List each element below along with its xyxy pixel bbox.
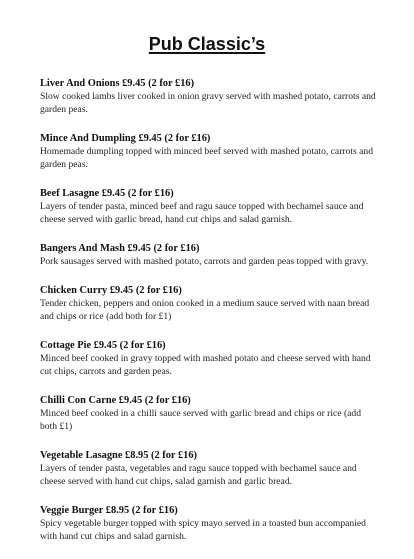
menu-item [40, 187, 378, 226]
menu-item-name: Vegetable Lasagne £8.95 (2 for £16) [40, 450, 197, 461]
menu-item [40, 504, 378, 543]
menu-item-name: Mince And Dumpling £9.45 (2 for £16) [40, 133, 211, 144]
menu-item-name: Chicken Curry £9.45 (2 for £16) [40, 285, 182, 296]
menu-item-name: Veggie Burger £8.95 (2 for £16) [40, 505, 178, 516]
menu-item [40, 339, 378, 378]
menu-item [40, 394, 378, 433]
menu-item-description: Layers of tender pasta, minced beef and ragu sauce topped with bechamel sauce and cheese served with garlic bread, hand cut chips and salad garnish. [40, 201, 364, 225]
menu-item-name: Liver And Onions £9.45 (2 for £16) [40, 78, 195, 89]
menu-item-description: Minced beef cooked in a chilli sauce served with garlic bread and chips or rice (add both £1) [40, 408, 361, 432]
menu-item [40, 242, 378, 268]
menu-item [40, 284, 378, 323]
menu-list [40, 77, 378, 559]
menu-item [40, 77, 378, 116]
menu-item-description: Layers of tender pasta, vegetables and ragu sauce topped with bechamel sauce and cheese served with hand cut chips, salad garnish and garlic bread. [40, 463, 357, 487]
menu-item-name: Chilli Con Carne £9.45 (2 for £16) [40, 395, 191, 406]
menu-item-name: Cottage Pie £9.45 (2 for £16) [40, 340, 166, 351]
menu-item-description: Spicy vegetable burger topped with spicy mayo served in a toasted bun accompanied with hand cut chips and salad garnish. [40, 518, 366, 542]
menu-item-description: Pork sausages served with mashed potato, carrots and garden peas topped with gravy. [40, 256, 369, 267]
menu-item-description: Homemade dumpling topped with minced beef served with mashed potato, carrots and garden peas. [40, 146, 374, 170]
menu-item-description: Minced beef cooked in gravy topped with mashed potato and cheese served with hand cut chips, carrots and garden peas. [40, 353, 371, 377]
menu-item-description: Slow cooked lambs liver cooked in onion gravy served with mashed potato, carrots and garden peas. [40, 91, 376, 115]
menu-item-name: Beef Lasagne £9.45 (2 for £16) [40, 188, 174, 199]
menu-item [40, 132, 378, 171]
menu-item [40, 449, 378, 488]
menu-item-name: Bangers And Mash £9.45 (2 for £16) [40, 243, 200, 254]
page-title: Pub Classic’s [148, 34, 266, 54]
menu-item-description: Tender chicken, peppers and onion cooked in a medium sauce served with naan bread and chips or rice (add both for £1) [40, 298, 370, 322]
